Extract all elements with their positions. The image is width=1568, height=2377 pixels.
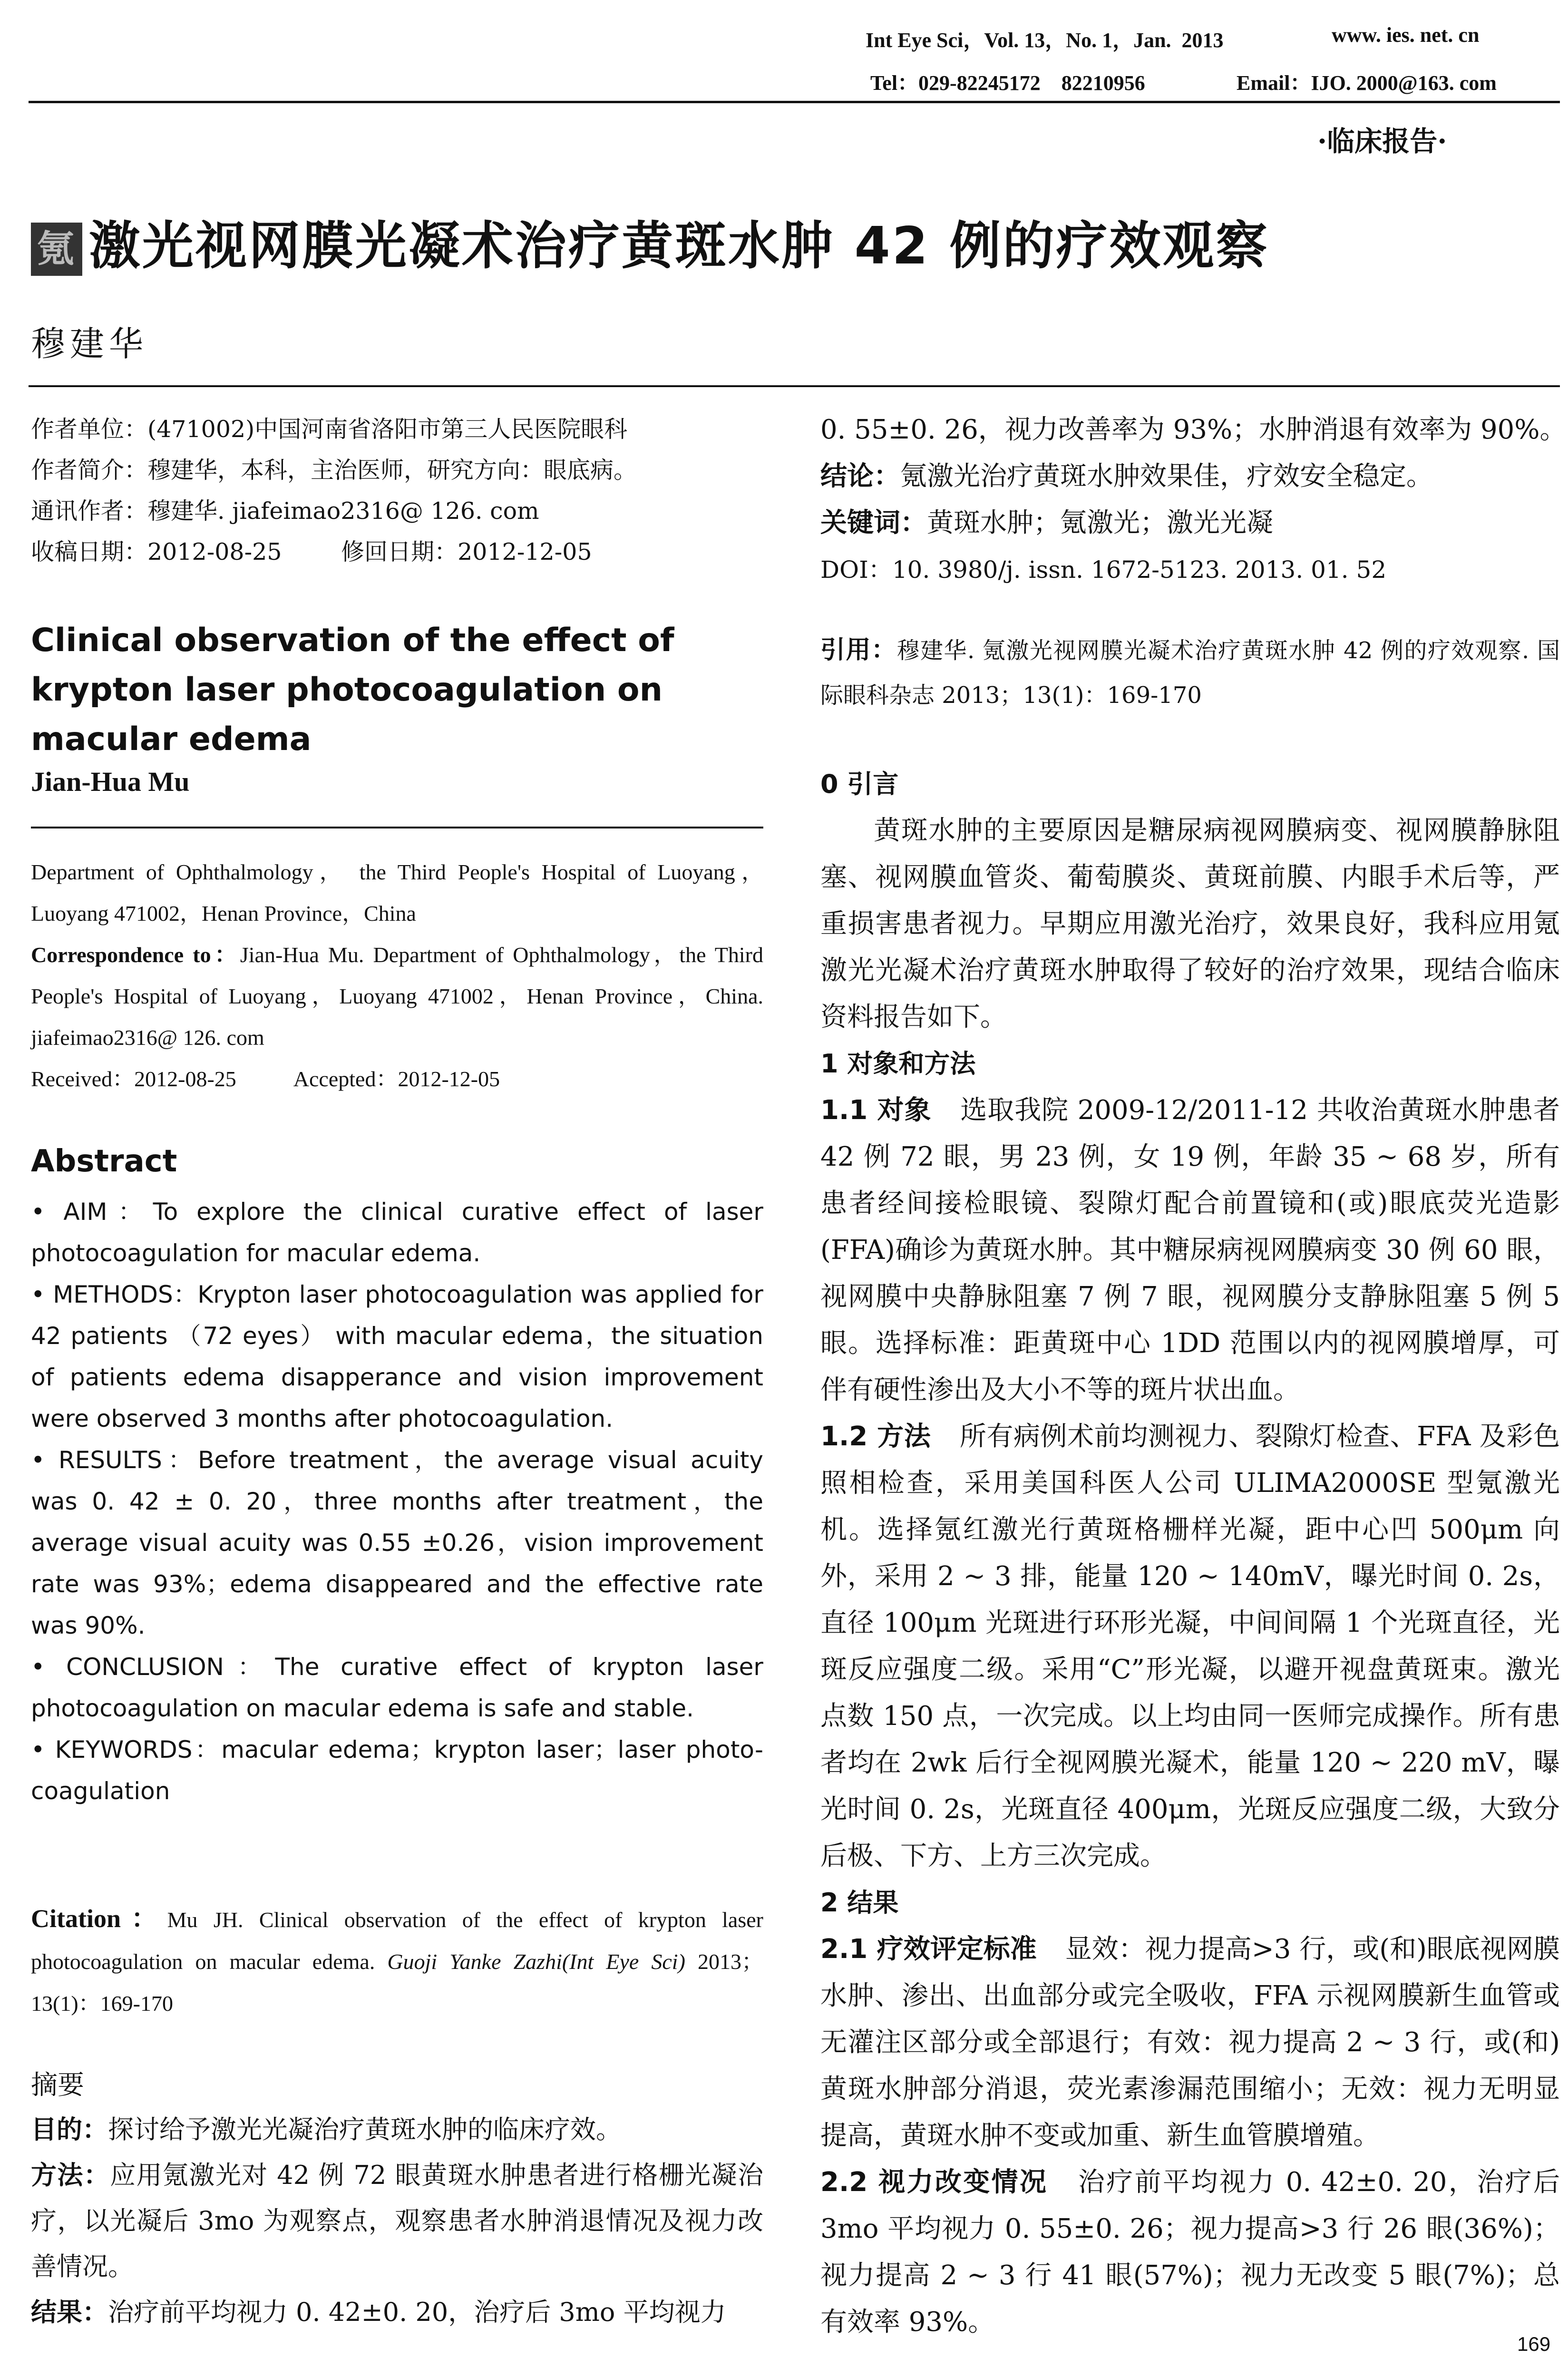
cn-citation <box>820 628 1560 718</box>
citation-label: Citation： <box>31 1904 167 1933</box>
cn-abstract-heading: 摘要 <box>31 2070 84 2101</box>
correspondence-text: Jian-Hua Mu. Department of Ophthalmology，the Third People's Hospital of Luoyang，Luoyang 471002，Henan Province，China. jiafeimao2316@ 126. com <box>31 943 763 1050</box>
section-methods-heading: 1 对象和方法 <box>820 1049 976 1079</box>
abstract-results: • RESULTS：Before treatment，the average visual acuity was 0. 42 ± 0. 20，three months after treatment，the average visual acuity was 0.55 ±0.26，vision improvement rate was 93%；edema disappeared and the effective rate was 90%. <box>31 1446 763 1639</box>
cn-keywords-label: 关键词： <box>820 507 927 538</box>
cn-conclusion <box>820 453 1560 500</box>
correspondence <box>31 934 763 1058</box>
cn-conclusion-label: 结论： <box>820 461 900 492</box>
author-cn: 穆建华 <box>31 324 148 364</box>
criteria-paragraph <box>820 1926 1560 2159</box>
methods-text: 所有病例术前均测视力、裂隙灯检查、FFA 及彩色照相检查，采用美国科医人公司 ULIMA2000SE 型氪激光机。选择氪红激光行黄斑格栅样光凝，距中心凹 500μm 向外，采用 2 ~ 3 排，能量 120 ~ 140mV，曝光时间 0. 2s，直径 100μm 光斑进行环形光凝，中间间隔 1 个光斑直径，光斑反应强度二级。采用“C”形光凝，以避开视盘黄斑束。激光点数 150 点，一次完成。以上均由同一医师完成操作。所有患者均在 2wk 后行全视网膜光凝术，能量 120 ~ 220 mV，曝光时间 0. 2s，光斑直径 400μm，光斑反应强度二级，大致分后极、下方、上方三次完成。 <box>820 1421 1560 1871</box>
methods-paragraph <box>820 1413 1560 1880</box>
dates-en <box>31 1058 763 1100</box>
page-title <box>31 205 1269 278</box>
meta-dates: 收稿日期：2012-08-25 修回日期：2012-12-05 <box>31 538 592 565</box>
journal-tel: Tel：029-82245172 82210956 <box>870 71 1145 95</box>
vision-label: 2.2 视力改变情况 <box>820 2167 1048 2198</box>
vision-paragraph <box>820 2159 1560 2346</box>
abstract-keywords: • KEYWORDS：macular edema；krypton laser；laser photo-coagulation <box>31 1736 763 1805</box>
cn-results-label: 结果： <box>31 2297 108 2327</box>
cn-results <box>31 2289 763 2335</box>
abstract-conclusion: • CONCLUSION：The curative effect of krypton laser photocoagulation on macular edema is safe and stable. <box>31 1653 763 1722</box>
citation-issue: 2013；13(1)：169-170 <box>31 1949 763 2016</box>
meta-affiliation: 作者单位：(471002)中国河南省洛阳市第三人民医院眼科 <box>31 416 628 443</box>
doi[interactable]: DOI：10. 3980/j. issn. 1672-5123. 2013. 01. 52 <box>820 556 1387 584</box>
title-text: 激光视网膜光凝术治疗黄斑水肿 42 例的疗效观察 <box>89 216 1269 276</box>
cn-keywords-text: 黄斑水肿；氪激光；激光光凝 <box>927 507 1273 538</box>
cn-conclusion-text: 氪激光治疗黄斑水肿效果佳，疗效安全稳定。 <box>900 461 1433 492</box>
author-meta <box>31 409 763 573</box>
criteria-label: 2.1 疗效评定标准 <box>820 1934 1037 1965</box>
cn-results-cont: 0. 55±0. 26，视力改善率为 93%；水肿消退有效率为 90%。 <box>820 414 1567 445</box>
received-date: Received：2012-08-25 <box>31 1067 236 1091</box>
cn-methods <box>31 2153 763 2289</box>
vision-text: 治疗前平均视力 0. 42±0. 20，治疗后 3mo 平均视力 0. 55±0. 26；视力提高>3 行 26 眼(36%)；视力提高 2 ~ 3 行 41 眼(57%)；视力无改变 5 眼(7%)；总有效率 93%。 <box>820 2167 1560 2338</box>
criteria-text: 显效：视力提高>3 行，或(和)眼底视网膜水肿、渗出、出血部分或完全吸收，FFA 示视网膜新生血管或无灌注区部分或全部退行；有效：视力提高 2 ~ 3 行，或(和)黄斑水肿部分消退，荧光素渗漏范围缩小；无效：视力无明显提高，黄斑水肿不变或加重、新生血管膜增殖。 <box>820 1934 1560 2151</box>
body-text <box>820 761 1560 2346</box>
cn-keywords <box>820 500 1560 546</box>
cn-abstract-body <box>31 2107 763 2335</box>
meta-correspondence: 通讯作者：穆建华. jiafeimao2316@ 126. com <box>31 497 539 525</box>
cn-methods-text: 应用氪激光对 42 例 72 眼黄斑水肿患者进行格栅光凝治疗，以光凝后 3mo 为观察点，观察患者水肿消退情况及视力改善情况。 <box>31 2160 763 2281</box>
english-author: Jian-Hua Mu <box>31 766 190 797</box>
citation-en <box>31 1898 763 2025</box>
subjects-label: 1.1 对象 <box>820 1095 932 1126</box>
abstract-methods: • METHODS：Krypton laser photocoagulation was applied for 42 patients （72 eyes） with macular edema，the situation of patients edema disapperance and vision improvement were observed 3 months after photocoagulation. <box>31 1281 763 1432</box>
cn-methods-label: 方法： <box>31 2160 110 2190</box>
title-badge: 氪 <box>31 223 82 276</box>
citation-journal: Guoji Yanke Zazhi(Int Eye Sci) <box>387 1949 685 1974</box>
cn-abstract-cont <box>820 407 1567 593</box>
cn-aim-text: 探讨给予激光光凝治疗黄斑水肿的临床疗效。 <box>108 2114 622 2144</box>
meta-bio: 作者简介：穆建华，本科，主治医师，研究方向：眼底病。 <box>31 457 637 484</box>
methods-label: 1.2 方法 <box>820 1421 931 1452</box>
cn-aim <box>31 2107 763 2153</box>
intro-paragraph: 黄斑水肿的主要原因是糖尿病视网膜病变、视网膜静脉阻塞、视网膜血管炎、葡萄膜炎、黄斑前膜、内眼手术后等，严重损害患者视力。早期应用激光治疗，效果良好，我科应用氪激光光凝术治疗黄斑水肿取得了较好的治疗效果，现结合临床资料报告如下。 <box>820 815 1560 1033</box>
page-number: 169 <box>1517 2333 1551 2355</box>
cn-citation-label: 引用： <box>820 636 897 664</box>
abstract-aim: • AIM：To explore the clinical curative effect of laser photocoagulation for macular edema. <box>31 1198 763 1267</box>
subjects-text: 选取我院 2009-12/2011-12 共收治黄斑水肿患者 42 例 72 眼，男 23 例，女 19 例，年龄 35 ~ 68 岁，所有患者经间接检眼镜、裂隙灯配合前置镜和(或)眼底荧光造影(FFA)确诊为黄斑水肿。其中糖尿病视网膜病变 30 例 60 眼，视网膜中央静脉阻塞 7 例 7 眼，视网膜分支静脉阻塞 5 例 5 眼。选择标准：距黄斑中心 1DD 范围以内的视网膜增厚，可伴有硬性渗出及大小不等的斑片状出血。 <box>820 1095 1560 1405</box>
header-rule <box>29 101 1560 103</box>
abstract-body <box>31 1191 763 1812</box>
author-rule <box>31 827 763 828</box>
journal-info: Int Eye Sci，Vol. 13，No. 1，Jan. 2013 <box>866 29 1224 52</box>
affiliation-block <box>31 851 763 1100</box>
cn-results-text: 治疗前平均视力 0. 42±0. 20，治疗后 3mo 平均视力 <box>108 2297 726 2327</box>
section-results-heading: 2 结果 <box>820 1888 899 1918</box>
cn-aim-label: 目的： <box>31 2114 108 2144</box>
english-title: Clinical observation of the effect of krypton laser photocoagulation on macular edema <box>31 622 674 758</box>
title-rule <box>29 385 1560 387</box>
cn-citation-body: 穆建华. 氪激光视网膜光凝术治疗黄斑水肿 42 例的疗效观察. 国际眼科杂志 2013；13(1)：169-170 <box>820 637 1560 709</box>
journal-email[interactable]: Email：IJO. 2000@163. com <box>1237 71 1497 95</box>
correspondence-label: Correspondence to： <box>31 943 240 967</box>
subjects-paragraph <box>820 1087 1560 1413</box>
section-tag: ·临床报告· <box>1317 125 1447 157</box>
abstract-heading: Abstract <box>31 1144 177 1179</box>
section-intro-heading: 0 引言 <box>820 769 899 799</box>
cn-citation-text <box>820 628 1560 718</box>
department: Department of Ophthalmology， the Third People's Hospital of Luoyang，Luoyang 471002，Henan Province，China <box>31 860 763 925</box>
accepted-date: Accepted：2012-12-05 <box>293 1067 500 1091</box>
citation-text: Mu JH. Clinical observation of the effect of krypton laser photocoagulation on macular edema. <box>31 1908 763 1974</box>
journal-website[interactable]: www. ies. net. cn <box>1332 23 1480 47</box>
